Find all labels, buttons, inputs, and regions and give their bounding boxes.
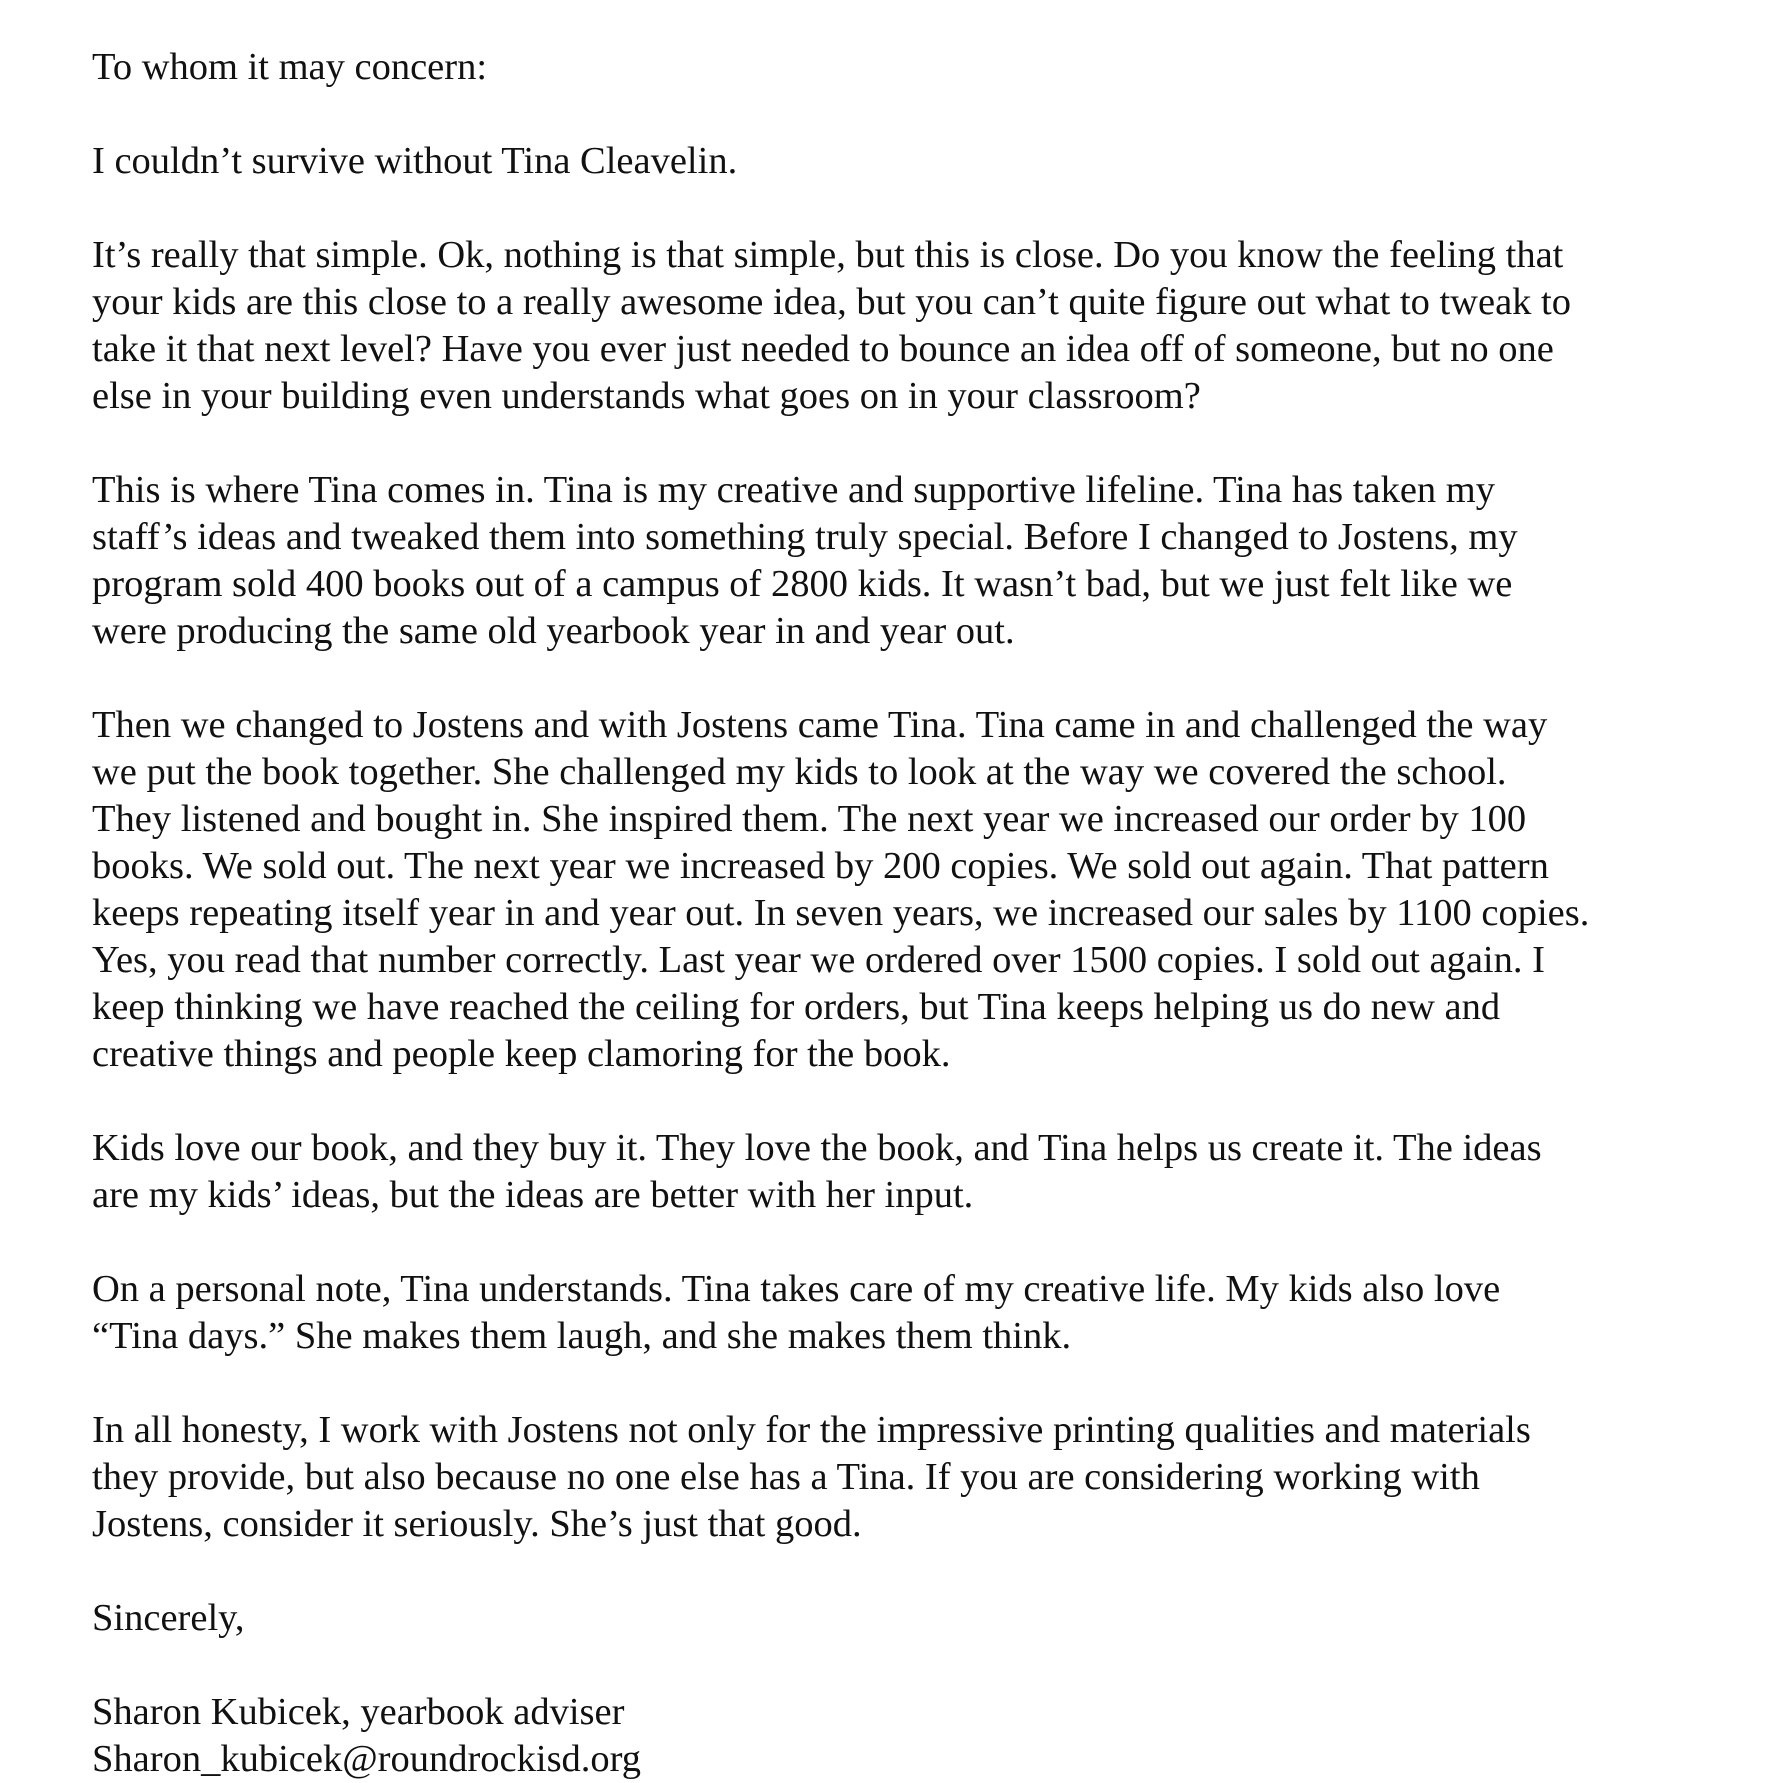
paragraph-line: Yes, you read that number correctly. Last year we ordered over 1500 copies. I sold out again. I [92,939,1545,981]
paragraph-line: “Tina days.” She makes them laugh, and she makes them think. [92,1315,1072,1357]
paragraph-line: books. We sold out. The next year we increased by 200 copies. We sold out again. That pattern [92,845,1549,887]
paragraph-line: creative things and people keep clamoring for the book. [92,1033,951,1075]
paragraph-5 [92,1125,1732,1219]
paragraph-line: Jostens, consider it seriously. She’s just that good. [92,1503,862,1545]
paragraph-line: In all honesty, I work with Jostens not only for the impressive printing qualities and materials [92,1409,1531,1451]
paragraph-line: Kids love our book, and they buy it. They love the book, and Tina helps us create it. The ideas [92,1127,1542,1169]
signature-email: Sharon_kubicek@roundrockisd.org [92,1738,642,1780]
paragraph-line: they provide, but also because no one else has a Tina. If you are considering working with [92,1456,1480,1498]
paragraph-line: I couldn’t survive without Tina Cleavelin. [92,140,738,182]
paragraph-line: They listened and bought in. She inspired them. The next year we increased our order by 100 [92,798,1527,840]
paragraph-3 [92,467,1732,655]
paragraph-line: take it that next level? Have you ever just needed to bounce an idea off of someone, but no one [92,328,1554,370]
paragraph-line: Then we changed to Jostens and with Jostens came Tina. Tina came in and challenged the way [92,704,1548,746]
paragraph-line: staff’s ideas and tweaked them into something truly special. Before I changed to Jostens, my [92,516,1518,558]
closing [92,1595,1732,1642]
paragraph-line: program sold 400 books out of a campus of 2800 kids. It wasn’t bad, but we just felt like we [92,563,1513,605]
paragraph-line: keeps repeating itself year in and year out. In seven years, we increased our sales by 1100 copies. [92,892,1590,934]
paragraph-line: On a personal note, Tina understands. Tina takes care of my creative life. My kids also love [92,1268,1501,1310]
signature-block [92,1689,1732,1783]
salutation [92,44,1732,91]
paragraph-line: were producing the same old yearbook year in and year out. [92,610,1015,652]
paragraph-line: we put the book together. She challenged my kids to look at the way we covered the school. [92,751,1507,793]
paragraph-line: your kids are this close to a really awesome idea, but you can’t quite figure out what to tweak to [92,281,1571,323]
paragraph-7 [92,1407,1732,1548]
salutation-line: To whom it may concern: [92,46,488,88]
closing-line: Sincerely, [92,1597,245,1639]
letter-page [92,44,1732,1783]
paragraph-6 [92,1266,1732,1360]
paragraph-1 [92,138,1732,185]
paragraph-line: It’s really that simple. Ok, nothing is that simple, but this is close. Do you know the feeling that [92,234,1564,276]
paragraph-4 [92,702,1732,1078]
paragraph-line: This is where Tina comes in. Tina is my creative and supportive lifeline. Tina has taken my [92,469,1495,511]
paragraph-line: are my kids’ ideas, but the ideas are better with her input. [92,1174,974,1216]
paragraph-2 [92,232,1732,420]
paragraph-line: else in your building even understands what goes on in your classroom? [92,375,1201,417]
signature-name: Sharon Kubicek, yearbook adviser [92,1691,625,1733]
paragraph-line: keep thinking we have reached the ceiling for orders, but Tina keeps helping us do new and [92,986,1501,1028]
